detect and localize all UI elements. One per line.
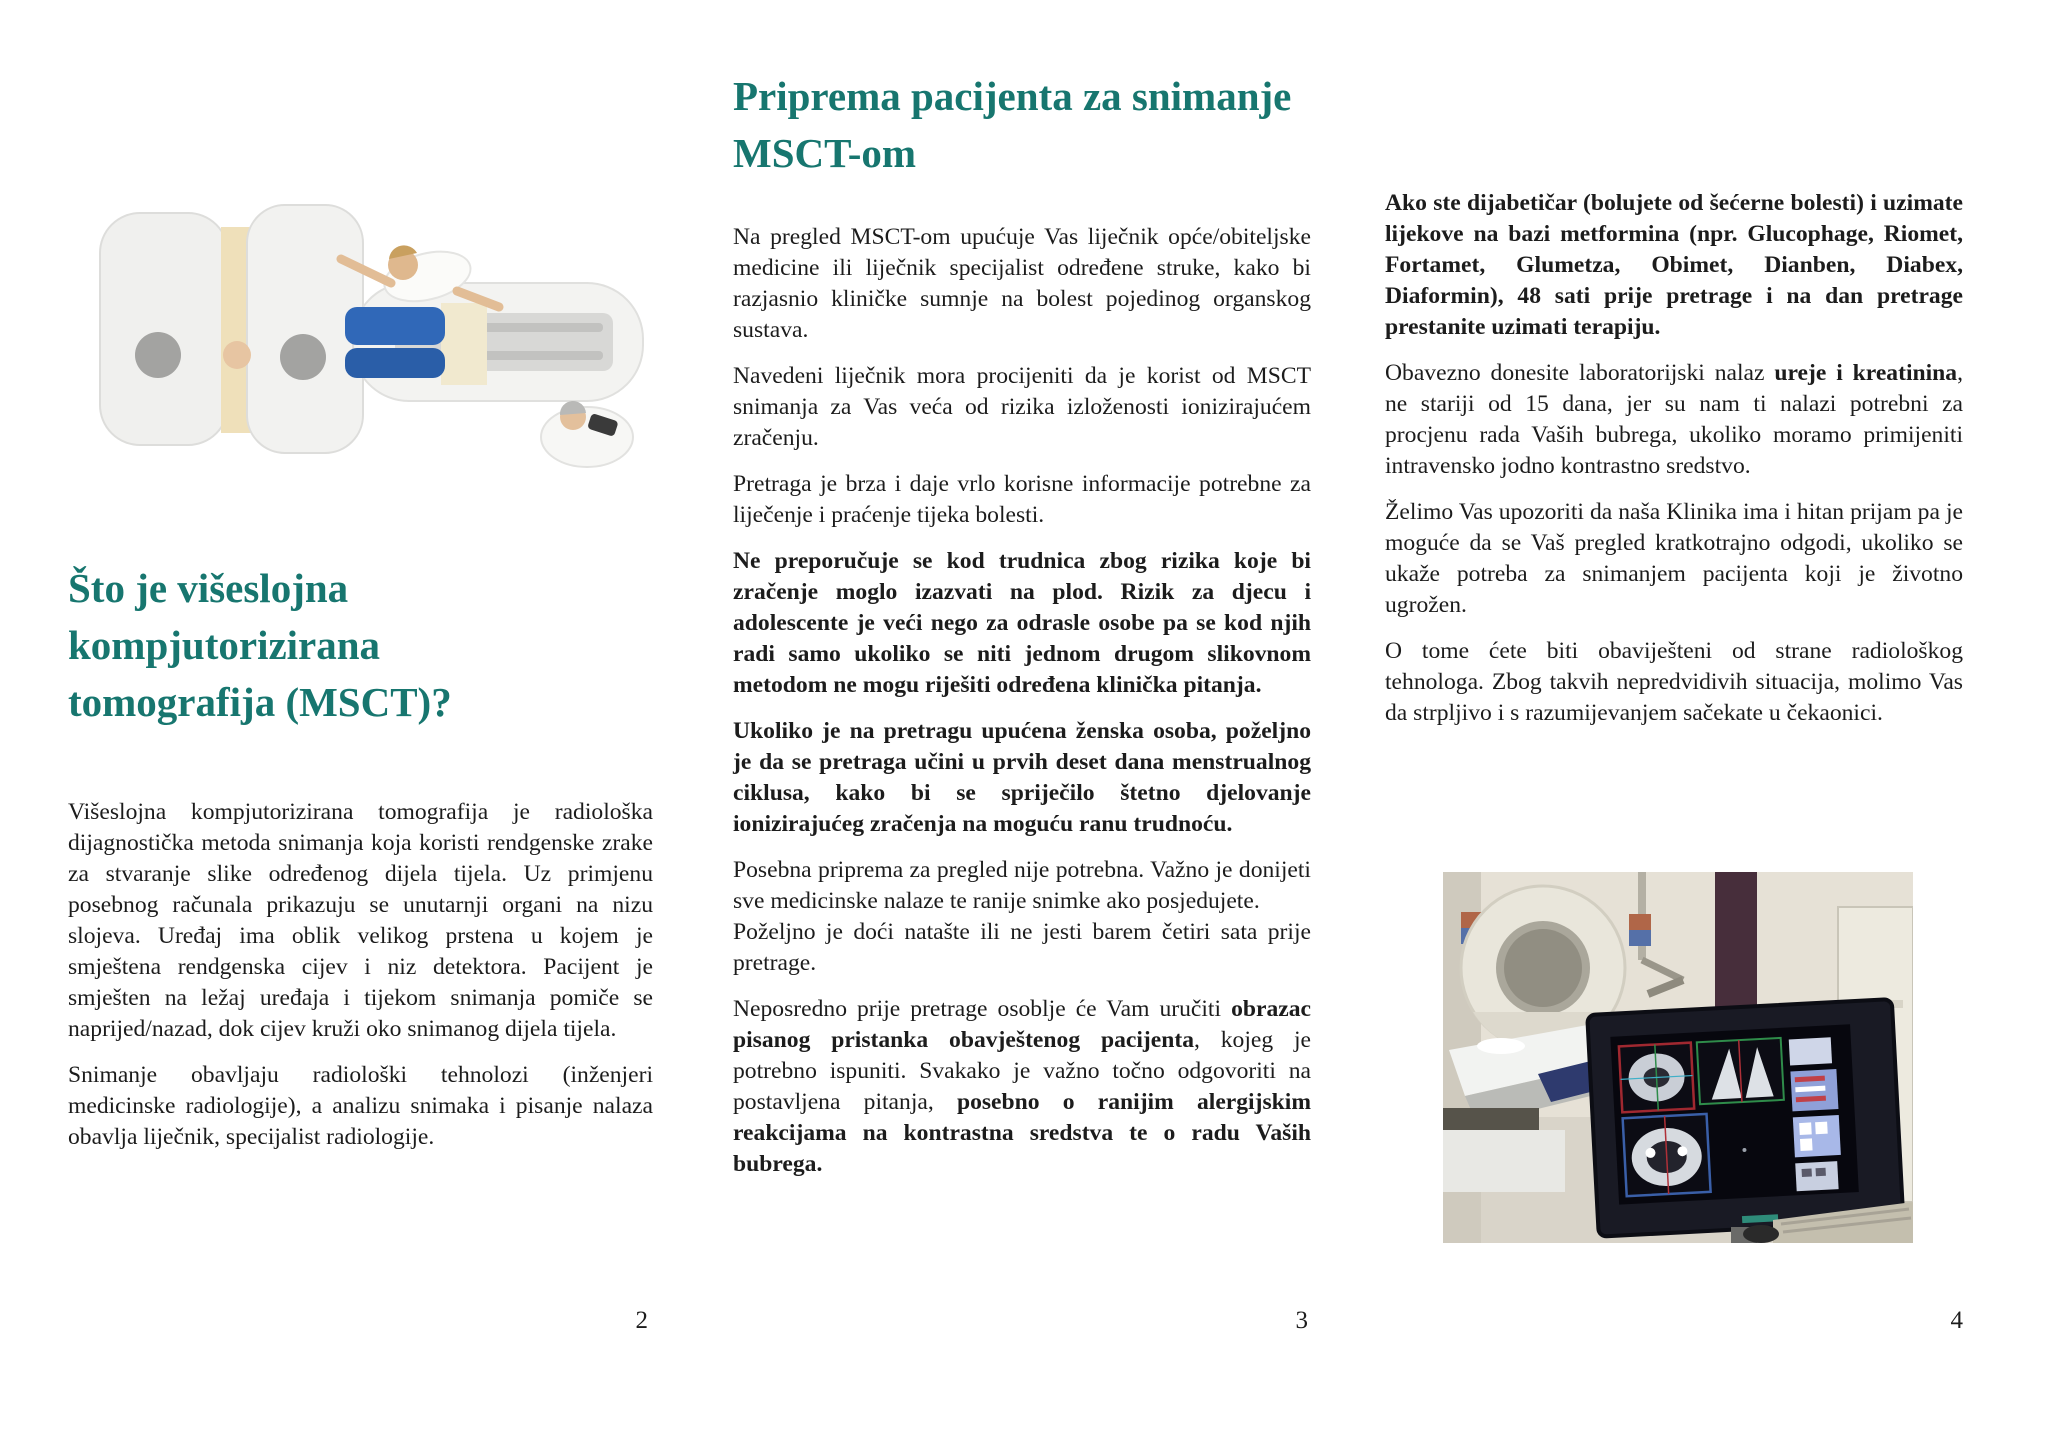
- page3-paragraph-6a: Posebna priprema za pregled nije potrebna. Važno je donijeti sve medicinske nalaze te ranije snimke ako posjedujete.: [733, 857, 1311, 914]
- page3-paragraph-5-bold: Ukoliko je na pretragu upućena ženska osoba, poželjno je da se pretraga učini u prvih deset dana menstrualnog ciklusa, kako bi se spriječilo štetno djelovanje ionizirajućeg zračenja na moguću ranu trudnoću.: [733, 718, 1311, 837]
- page2-paragraph-1: Višeslojna kompjutorizirana tomografija je radiološka dijagnostička metoda snimanja koja koristi rendgenske zrake za stvaranje slike određenog dijela tijela. Uz primjenu posebnog računala prikazuju se unutarnji organi na nizu slojeva. Uređaj ima oblik velikog prstena u kojem je smještena rendgenska cijev i niz detektora. Pacijent je smješten na ležaj uređaja i tijekom snimanja pomiče se naprijed/nazad, dok cijev kruži oko snimanog dijela tijela.: [68, 799, 653, 1042]
- page3-paragraph-6b: Poželjno je doći natašte ili ne jesti barem četiri sata prije pretrage.: [733, 919, 1311, 976]
- workstation-monitor: [1587, 999, 1903, 1237]
- page3-paragraph-3: Pretraga je brza i daje vrlo korisne informacije potrebne za liječenje i praćenje tijeka bolesti.: [733, 471, 1311, 528]
- page2-title: Što je višeslojna kompjutorizirana tomografija (MSCT)?: [68, 565, 452, 725]
- ct-scanner-top-view-graphic: [95, 155, 655, 470]
- ct-room-workstation-graphic: [1443, 872, 1913, 1243]
- page3-paragraph-2: Navedeni liječnik mora procijeniti da je korist od MSCT snimanja za Vas veća od rizika izloženosti ionizirajućem zračenju.: [733, 363, 1311, 451]
- page4-p2-run1: Obavezno donesite laboratorijski nalaz: [1385, 360, 1775, 386]
- page-number-4: 4: [1950, 1307, 1963, 1334]
- page3-paragraph-6: [733, 855, 1311, 979]
- page3-paragraph-1: Na pregled MSCT-om upućuje Vas liječnik opće/obiteljske medicine ili liječnik specijalist određene struke, kako bi razjasnio kliničke sumnje na bolest pojedinog organskog sustava.: [733, 224, 1311, 343]
- page3-p7-run4-bold: posebno o ranijim alergijskim reakcijama na kontrastna sredstva te o radu Vaših bubrega.: [733, 1089, 1311, 1177]
- page-number-3: 3: [1295, 1307, 1308, 1334]
- page3-paragraph-4-bold: Ne preporučuje se kod trudnica zbog rizika koje bi zračenje moglo izazvati na plod. Rizik za djecu i adolescente je veći nego za odrasle osobe pa se kod njih radi samo ukoliko se niti jednom drugom slikovnom metodom ne mogu riješiti određena klinička pitanja.: [733, 548, 1311, 698]
- page2-paragraph-2: Snimanje obavljaju radiološki tehnolozi (inženjeri medicinske radiologije), a analizu snimaka i pisanje nalaza obavlja liječnik, specijalist radiologije.: [68, 1062, 653, 1150]
- page4-p2-run2-bold: ureje i kreatinina: [1774, 360, 1958, 386]
- page2-body: [68, 797, 653, 1153]
- page3-p7-run2-bold: obrazac pisanog pristanka obavještenog pacijenta: [733, 996, 1311, 1053]
- page4-paragraph-1-bold: Ako ste dijabetičar (bolujete od šećerne bolesti) i uzimate lijekove na bazi metformina (npr. Glucophage, Riomet, Fortamet, Glumetza, Obimet, Dianben, Diabex, Diaformin), 48 sati prije pretrage i na dan pretrage prestanite uzimati terapiju.: [1385, 190, 1963, 340]
- page3-body: [733, 222, 1311, 1180]
- ct-scanner-top-view-image: [95, 155, 655, 470]
- page4-body: [1385, 188, 1963, 729]
- page4-paragraph-3: Želimo Vas upozoriti da naša Klinika ima i hitan prijam pa je moguće da se Vaš pregled kratkotrajno odgodi, ukoliko se ukaže potreba za snimanjem pacijenta koji je životno ugrožen.: [1385, 499, 1963, 618]
- ct-room-workstation-photo: [1443, 872, 1913, 1243]
- page3-p7-run1: Neposredno prije pretrage osoblje će Vam uručiti: [733, 996, 1232, 1022]
- page-number-2: 2: [635, 1307, 648, 1334]
- page4-paragraph-2: [1385, 358, 1963, 482]
- page3-p7-run3: , kojeg je potrebno ispuniti. Svakako je važno točno odgovoriti na postavljena pitanja,: [733, 1027, 1311, 1115]
- page3-paragraph-7: [733, 994, 1311, 1180]
- page4-paragraph-4: O tome ćete biti obaviješteni od strane radiološkog tehnologa. Zbog takvih nepredvidivih situacija, molimo Vas da strpljivo i s razumijevanjem sačekate u čekaonici.: [1385, 638, 1963, 726]
- page3-title: Priprema pacijenta za snimanje MSCT-om: [733, 73, 1292, 176]
- page4-p2-run3: , ne stariji od 15 dana, jer su nam ti nalazi potrebni za procjenu rada Vaših bubrega, ukoliko moramo primijeniti intravensko jodno kontrastno sredstvo.: [1385, 360, 1964, 479]
